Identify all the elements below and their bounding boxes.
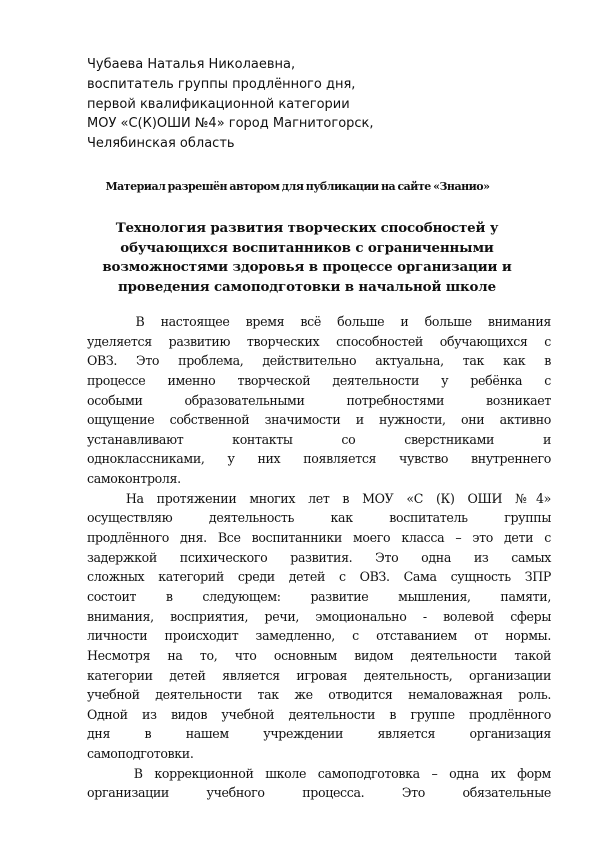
body-text-line: Несмотря на то, что основным видом деятельности такой: [87, 647, 551, 663]
body-text-line: внимания, восприятия, речи, эмоционально - волевой сферы: [87, 608, 551, 624]
body-text-line: личности происходит замедленно, с отставанием от нормы.: [87, 628, 551, 644]
body-text-line: Одной из видов учебной деятельности в группе продлённого: [87, 706, 551, 722]
author-category: первой квалификационной категории: [87, 96, 350, 112]
body-text-line: ОВЗ. Это проблема, действительно актуальна, так как в: [87, 353, 551, 369]
body-text-line: сложных категорий среди детей с ОВЗ. Сама сущность ЗПР: [87, 569, 551, 585]
body-text-line: В коррекционной школе самоподготовка – одна их форм: [87, 765, 551, 781]
body-text-line: самоконтроля.: [87, 471, 181, 487]
article-title: [92, 219, 522, 298]
body-text-line: процессе именно творческой деятельности у ребёнка с: [87, 372, 551, 388]
body-text-line: задержкой психического развития. Это одна из самых: [87, 549, 551, 565]
title-line: проведения самоподготовки в начальной школе: [118, 279, 496, 296]
body-text-line: дня в нашем учреждении является организация: [87, 726, 551, 742]
title-line: Технология развития творческих способностей у: [115, 220, 499, 236]
body-text-line: категории детей является игровая деятельность, организации: [87, 667, 551, 683]
body-text-line: осуществляю деятельность как воспитатель группы: [87, 510, 551, 526]
author-position: воспитатель группы продлённого дня,: [87, 76, 356, 92]
body-text-line: устанавливают контакты со сверстниками и: [87, 431, 551, 447]
title-line: возможностями здоровья в процессе организации и: [102, 259, 512, 276]
body-text-line: учебной деятельности так же отводится немаловажная роль.: [87, 687, 551, 703]
body-text-line: продлённого дня. Все воспитанники моего класса – это дети с: [87, 530, 551, 546]
body-text-line: самоподготовки.: [87, 746, 194, 762]
body-text-line: В настоящее время всё больше и больше внимания: [87, 314, 551, 329]
author-region: Челябинская область: [87, 136, 235, 152]
body-text-line: одноклассниками, у них появляется чувство внутреннего: [87, 451, 551, 467]
body-text-line: На протяжении многих лет в МОУ «С (К) ОШИ №4»: [87, 490, 551, 506]
body-text-line: уделяется развитию творческих способностей обучающихся с: [87, 333, 551, 349]
title-line: обучающихся воспитанников с ограниченными: [120, 239, 494, 256]
author-school: МОУ «С(К)ОШИ №4» город Магнитогорск,: [87, 116, 374, 132]
body-text-line: организации учебного процесса. Это обязательные: [87, 785, 551, 801]
author-name: Чубаева Наталья Николаевна,: [87, 57, 296, 72]
body-text-line: особыми образовательными потребностями возникает: [87, 392, 551, 408]
body-text-line: ощущение собственной значимости и нужности, они активно: [87, 412, 551, 428]
permission-note: Материал разрешён автором для публикации на сайте «Знанио»: [105, 180, 490, 193]
body-text-line: состоит в следующем: развитие мышления, памяти,: [87, 588, 551, 604]
article-body: [87, 312, 551, 803]
author-block: [87, 55, 537, 154]
